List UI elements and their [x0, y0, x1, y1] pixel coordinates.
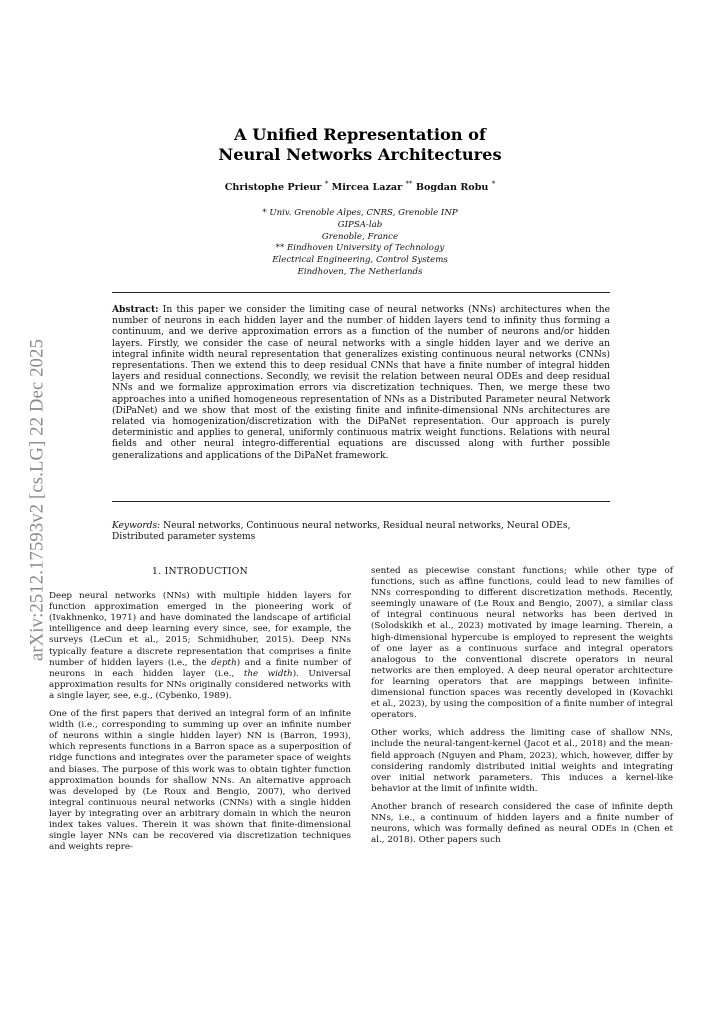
body-paragraph: Other works, which address the limiting case of shallow NNs, include the neural-tangent-kernel (Jacot et al., 2018) and the mean-field approach (Nguyen and Pham, 2023), which, however, differ by considering randomly distributed initial weights and integrating over initial network parameters. This induces a kernel-like behavior at the limit of infinite width. — [371, 728, 673, 794]
affiliations-block — [150, 208, 570, 279]
emphasis-text: the width — [243, 668, 293, 679]
arxiv-identifier-stamp: arXiv:2512.17593v2 [cs.LG] 22 Dec 2025 — [27, 338, 48, 662]
affiliation-line: GIPSA-lab — [337, 219, 383, 230]
author-name: Christophe Prieur — [224, 182, 322, 194]
affiliation-mark: ** — [405, 180, 413, 188]
body-paragraph — [49, 591, 351, 702]
abstract-label: Abstract: — [112, 304, 159, 315]
affiliation-line: Electrical Engineering, Control Systems — [272, 255, 448, 266]
paragraph-text: Deep neural networks (NNs) with multiple hidden layers for function approximation emerged in the pioneering work of (Ivakhnenko, 1971) and have dominated the landscape of artificial intelligence and deep learning every since, see, for example, the surveys (LeCun et al., 2015; Schmidhuber, 2015). Deep NNs typically feature a discrete representation that comprises a finite number of hidden layers (i.e., the — [49, 591, 351, 668]
author-name: Bogdan Robu — [415, 182, 489, 194]
body-paragraph: sented as piecewise constant functions; while other type of functions, such as affine functions, could lead to new families of NNs corresponding to different discretization methods. Recently, seemingly unaware of (Le Roux and Bengio, 2007), a similar class of integral continuous neural networks has been derived in (Solodskikh et al., 2023) motivated by image learning. Therein, a high-dimensional hypercube is employed to represent the weights of one layer as a continuous surface and integral operators analogous to the conventional discrete operators in neural networks are then employed. A deep neural operator architecture for learning operators that are mappings between infinite-dimensional function spaces was recently developed in (Kovachki et al., 2023), by using the composition of a finite number of integral operators. — [371, 566, 673, 721]
left-column — [49, 566, 351, 860]
keywords-label: Keywords: — [112, 521, 161, 531]
abstract-bottom-rule — [112, 501, 610, 502]
paragraph-text: ) and a finite number of neurons in each hidden layer (i.e., — [49, 657, 351, 679]
emphasis-text: depth — [211, 657, 237, 668]
affiliation-mark: * — [324, 180, 329, 188]
affiliation-line: Grenoble, France — [321, 231, 399, 242]
affiliation-line: * Univ. Grenoble Alpes, CNRS, Grenoble INP — [262, 208, 458, 218]
abstract-text: In this paper we consider the limiting case of neural networks (NNs) architectures when the number of neurons in each hidden layer and the number of hidden layers tend to infinity thus forming a continuum, and we derive approximation errors as a function of the number of neurons and/or hidden layers. Firstly, we consider the case of neural networks with a single hidden layer and we derive an integral infinite width neural representation that generalizes existing continuous neural networks (CNNs) representations. Then we extend this to deep residual CNNs that have a finite number of integral hidden layers and residual connections. Secondly, we revisit the relation between neural ODEs and deep residual NNs and we formalize approximation errors via discretization techniques. Then, we merge these two approaches into a unified homogeneous representation of NNs as a Distributed Parameter neural Network (DiPaNet) and we show that most of the existing finite and infinite-dimensional NNs architectures are related via homogenization/discretization with the DiPaNet representation. Our approach is purely deterministic and applies to general, uniformly continuous matrix weight functions. Relations with neural fields and other neural integro-differential equations are discussed along with further possible generalizations and applications of the DiPaNet framework. — [112, 305, 610, 461]
author-name: Mircea Lazar — [331, 182, 403, 194]
keywords-text: Neural networks, Continuous neural networks, Residual neural networks, Neural ODEs, Distributed parameter systems — [112, 521, 571, 543]
affiliation-line: ** Eindhoven University of Technology — [275, 243, 445, 254]
body-paragraph: Another branch of research considered the case of infinite depth NNs, i.e., a continuum of hidden layers and a finite number of neurons, which was formally defined as neural ODEs in (Chen et al., 2018). Other papers such — [371, 801, 673, 846]
affiliation-line: Eindhoven, The Netherlands — [297, 266, 423, 277]
affiliation-mark: * — [491, 180, 496, 188]
abstract-block — [112, 304, 610, 462]
paragraph-text: ). Universal approximation results for NNs originally considered networks with a single layer, see, e.g., (Cybenko, 1989). — [49, 668, 351, 701]
right-column — [371, 566, 673, 853]
body-paragraph: One of the first papers that derived an integral form of an infinite width (i.e., corresponding to summing up over an infinite number of neurons within a single hidden layer) NN is (Barron, 1993), which represents functions in a Barron space as a superposition of ridge functions and integrates over the parameter space of weights and biases. The purpose of this work was to obtain tighter function approximation bounds for shallow NNs. An alternative approach was developed by (Le Roux and Bengio, 2007), who derived integral continuous neural networks (CNNs) with a single hidden layer by integrating over an arbitrary domain in which the neuron index takes values. Therein it was shown that finite-dimensional single layer NNs can be recovered via discretization techniques and weights repre- — [49, 709, 351, 853]
keywords-block — [112, 521, 610, 543]
section-heading-introduction: 1. INTRODUCTION — [152, 566, 248, 577]
abstract-top-rule — [112, 292, 610, 293]
author-list — [120, 180, 600, 193]
paper-title-line-1: A Unified Representation of — [234, 125, 486, 144]
paper-title-line-2: Neural Networks Architectures — [218, 145, 502, 164]
